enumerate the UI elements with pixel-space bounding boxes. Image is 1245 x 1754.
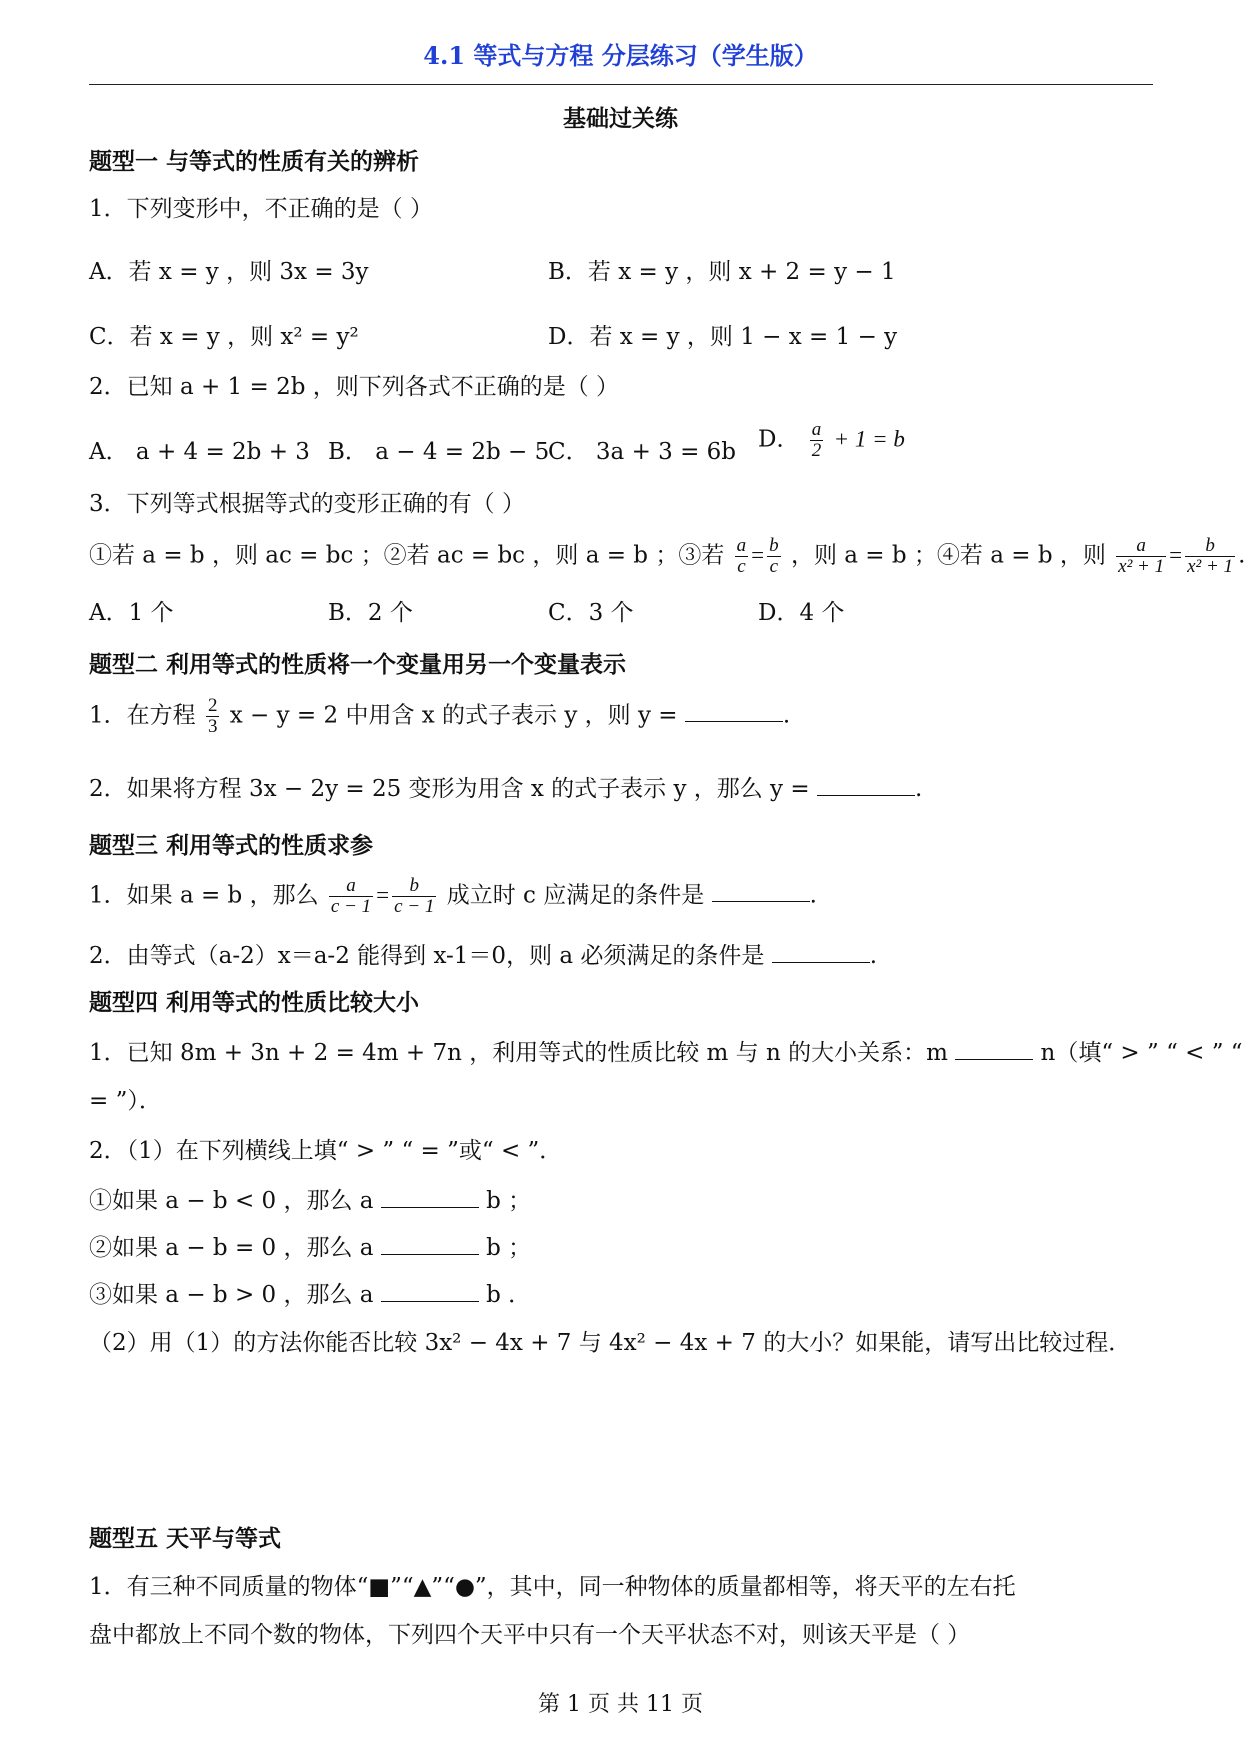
question-text: x − y = 2 中用含 x 的式子表示 y ，则 y = [229, 702, 678, 729]
type1-q3-statements [89, 536, 1245, 577]
answer-blank[interactable] [685, 701, 783, 722]
type1-title: 题型一 与等式的性质有关的辨析 [89, 148, 420, 175]
answer-blank[interactable] [712, 881, 810, 902]
fraction [329, 876, 373, 917]
option-d-suffix: + 1 = b [833, 426, 905, 452]
type1-q2-option-c: C． 3a + 3 = 6b [548, 439, 737, 465]
question-text: n（填“ > ” “ < ” “ [1040, 1040, 1243, 1066]
answer-blank[interactable] [381, 1281, 479, 1302]
answer-blank[interactable] [381, 1187, 479, 1208]
type1-q1-option-d: D．若 x = y ，则 1 − x = 1 − y [548, 324, 898, 350]
answer-blank[interactable] [381, 1234, 479, 1255]
type2-title: 题型二 利用等式的性质将一个变量用另一个变量表示 [89, 651, 627, 678]
question-text: b ； [486, 1188, 532, 1214]
fraction-numerator: a [1136, 535, 1146, 556]
header-divider [89, 84, 1153, 85]
option-d-prefix: D． [758, 426, 800, 453]
question-text: b ； [486, 1235, 532, 1261]
statement-end: . [1238, 542, 1245, 569]
type4-title: 题型四 利用等式的性质比较大小 [89, 989, 420, 1016]
statement-part: ①若 a = b ，则 ac = bc ；②若 ac = bc ，则 a = b ；③若 [89, 542, 725, 569]
type2-q2 [89, 775, 922, 804]
equals-sign: = [1169, 542, 1183, 568]
question-end: . [914, 776, 923, 802]
type1-q2-option-d [758, 420, 905, 461]
type1-q2-option-b: B． a − 4 = 2b − 5 [328, 439, 550, 465]
fraction-denominator: c [767, 556, 781, 577]
type1-q1-option-c: C．若 x = y ，则 x² = y² [89, 324, 359, 350]
type1-q3-option-c: C．3 个 [548, 600, 634, 626]
fraction-denominator: 2 [811, 439, 822, 461]
fraction [767, 536, 781, 577]
type3-q2 [89, 942, 877, 971]
type1-q3-option-a: A．1 个 [89, 600, 174, 626]
answer-blank[interactable] [772, 942, 870, 963]
type4-q2-case2 [89, 1234, 531, 1263]
type4-q2-part2: （2）用（1）的方法你能否比较 3x² − 4x + 7 与 4x² − 4x + 7 的大小？如果能，请写出比较过程． [89, 1330, 1132, 1356]
type5-q1-line2: 盘中都放上不同个数的物体，下列四个天平中只有一个天平状态不对，则该天平是（ ） [89, 1622, 971, 1648]
type1-q3-stem: 3．下列等式根据等式的变形正确的有（ ） [89, 491, 525, 517]
fraction-numerator: b [409, 875, 420, 896]
fraction-numerator: a [736, 535, 747, 556]
type3-q1 [89, 876, 817, 917]
statement-part: ，则 a = b ；④若 a = b ，则 [790, 542, 1106, 569]
question-end: . [809, 882, 817, 909]
type1-q2-option-a: A． a + 4 = 2b + 3 [89, 439, 310, 465]
question-text: b ． [486, 1282, 532, 1308]
type1-q1-option-a: A．若 x = y ，则 3x = 3y [89, 259, 369, 285]
type4-q1-line1 [89, 1039, 1243, 1068]
fraction-denominator: c − 1 [330, 895, 372, 917]
type4-q2-stem: 2．（1）在下列横线上填“ > ” “ = ”或“ < ”． [89, 1138, 563, 1164]
fraction-numerator: b [1205, 535, 1215, 556]
fraction-denominator: x² + 1 [1118, 555, 1165, 577]
fraction-numerator: a [811, 419, 822, 440]
section-main-title: 基础过关练 [563, 105, 678, 132]
question-text: 2．如果将方程 3x − 2y = 25 变形为用含 x 的式子表示 y ，那么 y = [89, 776, 810, 802]
type4-q2-case1 [89, 1187, 531, 1216]
type4-q2-case3 [89, 1281, 531, 1310]
equals-sign: = [751, 542, 765, 568]
type5-q1-line1: 1．有三种不同质量的物体“■”“▲”“●”，其中，同一种物体的质量都相等，将天平的左右托 [89, 1574, 1016, 1600]
fraction [392, 876, 436, 917]
question-text: 2．由等式（a-2）x＝a-2 能得到 x-1＝0，则 a 必须满足的条件是 [89, 943, 765, 969]
fraction-numerator: 2 [207, 695, 218, 716]
fraction-denominator: x² + 1 [1187, 555, 1234, 577]
fraction [1116, 536, 1166, 577]
fraction [1185, 536, 1235, 577]
fraction-denominator: 3 [207, 715, 218, 737]
equals-sign: = [376, 882, 390, 908]
question-text: 成立时 c 应满足的条件是 [446, 882, 705, 909]
type5-title: 题型五 天平与等式 [89, 1525, 282, 1552]
type1-q1-option-b: B．若 x = y ，则 x + 2 = y − 1 [548, 259, 896, 285]
question-text: 1．如果 a = b ，那么 [89, 882, 319, 909]
type1-q2-stem: 2．已知 a + 1 = 2b ，则下列各式不正确的是（ ） [89, 374, 620, 400]
question-text: 1．在方程 [89, 702, 196, 729]
type1-q1-stem: 1．下列变形中，不正确的是（ ） [89, 196, 433, 222]
answer-blank[interactable] [817, 775, 915, 796]
fraction-numerator: a [346, 875, 356, 896]
question-end: . [869, 943, 878, 969]
question-text: 1．已知 8m + 3n + 2 = 4m + 7n ，利用等式的性质比较 m 与 n 的大小关系：m [89, 1040, 948, 1066]
question-end: . [782, 702, 791, 729]
fraction [810, 420, 824, 461]
question-text: ③如果 a − b > 0 ，那么 a [89, 1282, 374, 1308]
type1-q3-option-d: D．4 个 [758, 600, 845, 626]
document-header-title: 4.1 等式与方程 分层练习（学生版） [423, 41, 818, 70]
fraction-numerator: b [769, 535, 779, 556]
page-footer: 第 1 页 共 11 页 [538, 1692, 703, 1717]
fraction [206, 696, 220, 737]
fraction-denominator: c [735, 556, 749, 577]
question-text: ①如果 a − b < 0 ，那么 a [89, 1188, 374, 1214]
type3-title: 题型三 利用等式的性质求参 [89, 832, 374, 859]
type1-q3-option-b: B．2 个 [328, 600, 413, 626]
type4-q1-line2: = ”）． [89, 1088, 162, 1114]
question-text: ②如果 a − b = 0 ，那么 a [89, 1235, 374, 1261]
answer-blank[interactable] [955, 1039, 1033, 1060]
fraction-denominator: c − 1 [394, 895, 435, 917]
type2-q1 [89, 696, 790, 737]
fraction [735, 536, 749, 577]
